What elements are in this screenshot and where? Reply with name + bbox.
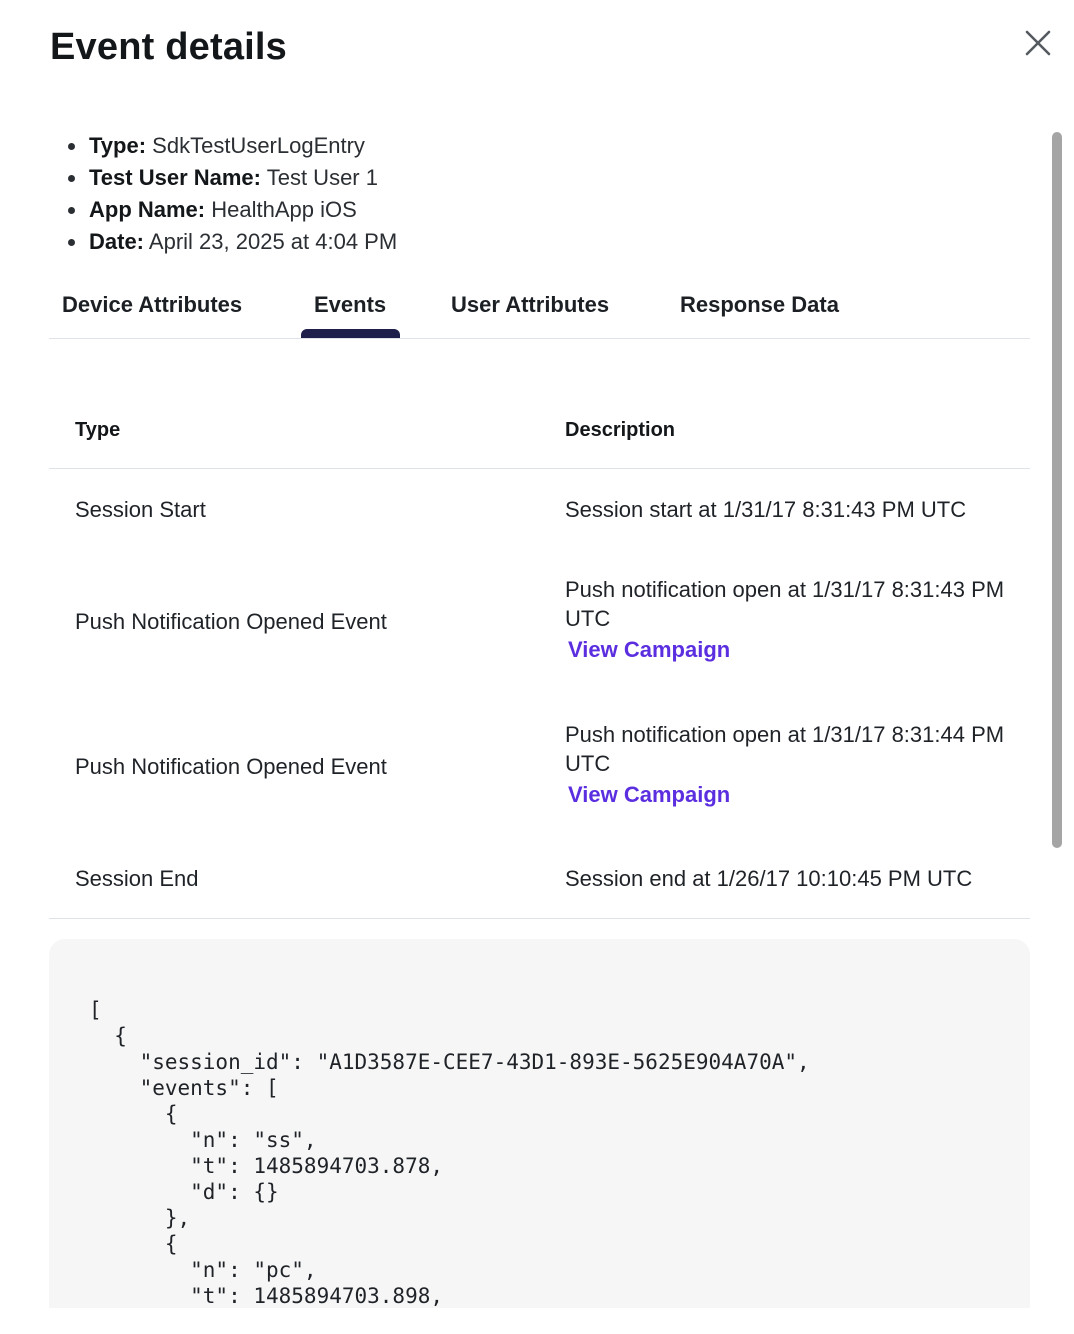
active-tab-indicator (301, 329, 400, 338)
description-text: Session end at 1/26/17 10:10:45 PM UTC (565, 866, 973, 891)
view-campaign-link[interactable]: View Campaign (568, 637, 731, 662)
meta-value: HealthApp iOS (211, 197, 357, 222)
tab-events[interactable]: Events (314, 292, 387, 317)
column-header-type: Type (75, 419, 121, 441)
description-text: Session start at 1/31/17 8:31:43 PM UTC (565, 497, 967, 522)
modal-title: Event details (50, 26, 288, 68)
meta-key: Type: (89, 133, 147, 158)
tab-user-attributes[interactable]: User Attributes (451, 292, 610, 317)
row-3-type: Push Notification Opened Event (75, 754, 387, 779)
row-2-type: Push Notification Opened Event (75, 609, 387, 634)
description-text: Push notification open at 1/31/17 8:31:44 PM UTC (565, 722, 1005, 776)
description-text: Push notification open at 1/31/17 8:31:43 PM UTC (565, 577, 1005, 631)
meta-item-test-user-name (66, 162, 397, 194)
tab-response-data[interactable]: Response Data (680, 292, 839, 317)
column-header-description: Description (565, 419, 676, 441)
row-2-description (565, 575, 1015, 665)
table-divider (49, 918, 1030, 919)
tab-bar (49, 282, 1030, 339)
json-content: [ { "session_id": "A1D3587E-CEE7-43D1-893E-5625E904A70A", "events": [ { "n": "ss", "t": 1485894703.878, "d": {} }, { "n": "pc", "t": 1485894703.898, (89, 998, 810, 1308)
row-1-description (565, 495, 1015, 524)
json-code-block (49, 939, 1030, 1308)
meta-key: Date: (89, 229, 145, 254)
meta-value: Test User 1 (266, 165, 378, 190)
row-1-type: Session Start (75, 497, 206, 522)
meta-key: Test User Name: (89, 165, 261, 190)
meta-value: April 23, 2025 at 4:04 PM (148, 229, 398, 254)
close-button[interactable] (1018, 24, 1058, 64)
meta-item-app-name (66, 194, 397, 226)
row-4-description (565, 864, 1015, 893)
tab-device-attributes[interactable]: Device Attributes (62, 292, 243, 317)
row-4-type: Session End (75, 866, 199, 891)
meta-item-type (66, 130, 397, 162)
vertical-scrollbar[interactable] (1052, 132, 1062, 848)
meta-item-date (66, 226, 397, 258)
meta-key: App Name: (89, 197, 206, 222)
events-table-header (49, 400, 1030, 469)
event-meta-list (66, 130, 397, 258)
meta-value: SdkTestUserLogEntry (152, 133, 365, 158)
view-campaign-link[interactable]: View Campaign (568, 782, 731, 807)
close-icon (1018, 24, 1058, 64)
row-3-description (565, 720, 1015, 810)
